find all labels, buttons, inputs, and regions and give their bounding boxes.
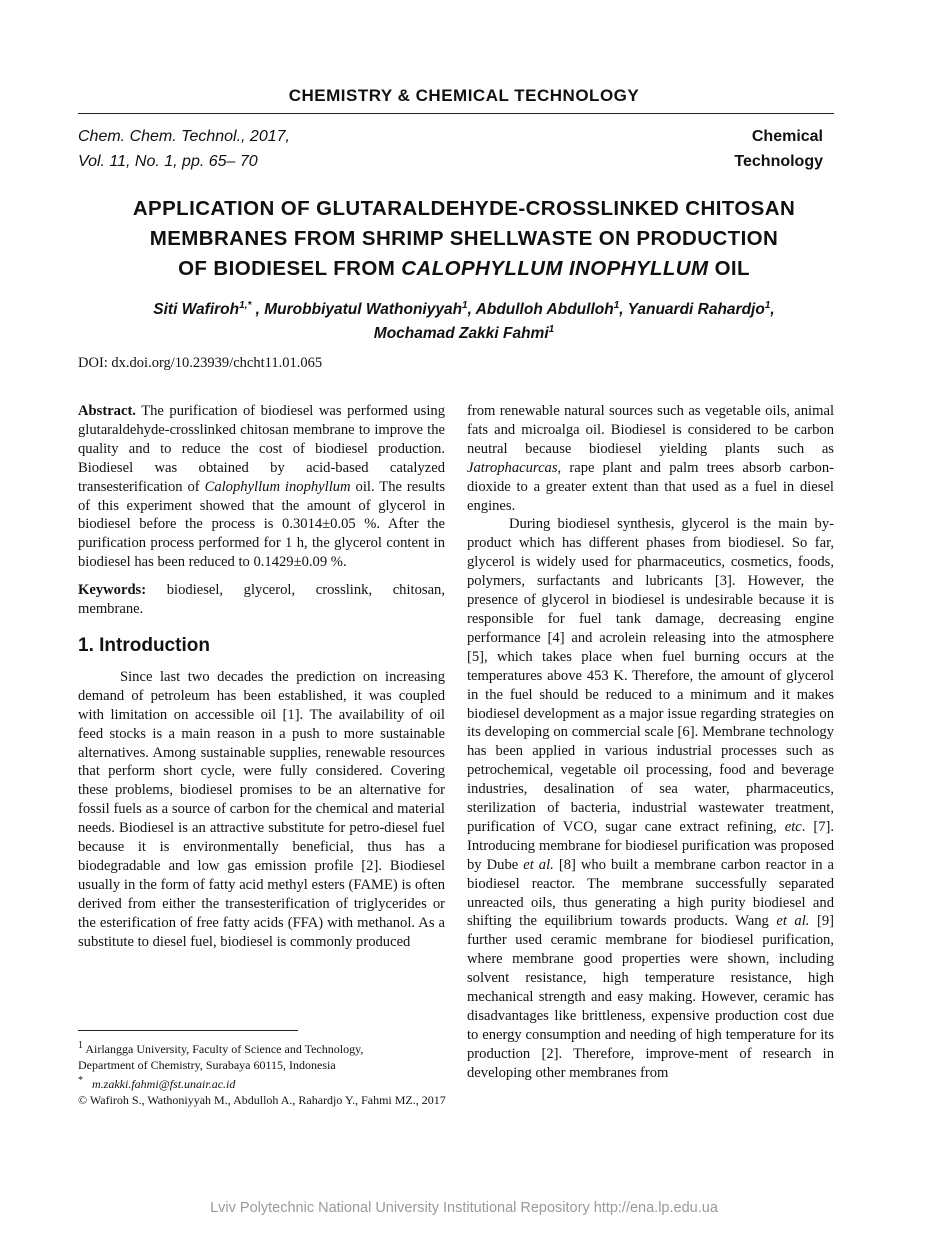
citation-line-2: Vol. 11, No. 1, pp. 65– 70 <box>78 153 258 170</box>
abstract-label: Abstract. <box>78 403 136 419</box>
intro-paragraph-1: Since last two decades the prediction on increasing demand of petroleum has been established, it was coupled with limitation on accessible oil [1]. The availability of oil feed stocks is a main reason in a push to more sustainable alternatives. Among sustainable supplies, renewable resources that perform short cycle, were fully considered. Covering these problems, biodiesel promises to be an alternative for fossil fuels as a source of carbon for the chemical and material needs. Biodiesel is an attractive substitute for petro-diesel fuel because it is environmentally beneficial, thus has a biodegradable and low gas emission profile [2]. Biodiesel usually in the form of fatty acid methyl esters (FAME) is often derived from either the transesterification of triglycerides or the esterification of free fatty acids (FFA) with methanol. As a substitute to diesel fuel, biodiesel is commonly produced <box>78 668 445 950</box>
intro-paragraph-2: During biodiesel synthesis, glycerol is the main by-product which has different phases from biodiesel. So far, glycerol is widely used for pharmaceutics, cosmetics, foods, polymers, surfactants and lubricants [3]. However, the presence of glycerol in biodiesel is undesirable because it is responsible for fuel tank damage, decreasing engine performance [4] and acrolein releasing into the atmosphere [5], which takes place when fuel burning occurs at the temperatures above 453 K. Therefore, the amount of glycerol in the fuel should be reduced to a minimum and it makes biodiesel development as a major issue regarding strategies on its developing on commercial scale [6]. Membrane technology has been applied in various industrial processes such as petrochemical, vegetable oil processing, food and beverage industries, desalination of sea water, pharmaceutics, sterilization of bacteria, industrial wastewater treatment, purification of VCO, sugar cane extract refining, etc. [7]. Introducing membrane for biodiesel purification was proposed by Dube et al. [8] who built a membrane carbon reactor in a biodiesel reactor. The membrane successfully separated unreacted oils, thus generating a high purity biodiesel and shifting the equilibrium towards products. Wang et al. [9] further used ceramic membrane for biodiesel purification, where membrane good properties were shown, including solvent resistance, high temperature resistance, high mechanical strength and easy making. However, ceramic has disadvantages like brittleness, expensive production cost due to energy consumption and needing of high temperature for its production [2]. Therefore, improve-ment of research in developing other membranes from <box>467 516 835 1081</box>
author-line-2: Mochamad Zakki Fahmi$^1$ <box>373 324 555 343</box>
category-line-1: Chemical <box>751 128 823 145</box>
doi-link[interactable]: DOI: dx.doi.org/10.23939/chcht11.01.065 <box>78 355 323 371</box>
citation-info <box>78 124 290 174</box>
repository-footer: Lviv Polytechnic National University Institutional Repository http://ena.lp.edu.ua <box>210 1200 718 1216</box>
footnotes <box>78 1038 448 1108</box>
author-name: Siti Wafiroh <box>153 301 240 319</box>
footnote-divider <box>78 1030 298 1031</box>
header-divider <box>78 113 834 114</box>
copyright-notice: © Wafiroh S., Wathoniyyah M., Abdulloh A., Rahardjo Y., Fahmi MZ., 2017 <box>78 1092 446 1107</box>
keywords-label: Keywords: <box>78 582 147 599</box>
title-line-3: OF BIODIESEL FROM CALOPHYLLUM INOPHYLLUM OIL <box>178 257 750 280</box>
intro-paragraph-1-continued: from renewable natural sources such as vegetable oils, animal fats and microalga oil. Biodiesel is considered to be carbon neutral because biodiesel yielding plants such as Jatrophacurcas, rape plant and palm trees absorb carbon-dioxide to a greater extent than that used as a fuel in diesel engines. <box>467 403 834 514</box>
author-name: Yanuardi Rahardjo <box>627 301 765 319</box>
email-link[interactable]: m.zakki.fahmi@fst.unair.ac.id <box>92 1077 236 1092</box>
citation-line-1: Chem. Chem. Technol., 2017, <box>78 128 290 145</box>
email-footnote: * m.zakki.fahmi@fst.unair.ac.id <box>78 1075 236 1092</box>
title-line-1: APPLICATION OF GLUTARALDEHYDE-CROSSLINKED CHITOSAN <box>132 197 796 220</box>
article-title <box>60 194 868 284</box>
author-name: Abdulloh Abdulloh <box>475 301 614 319</box>
title-line-2: MEMBRANES FROM SHRIMP SHELLWASTE ON PRODUCTION <box>149 227 779 250</box>
category-label <box>734 124 823 174</box>
author-list <box>60 296 868 344</box>
category-line-2: Technology <box>734 153 823 170</box>
right-column <box>467 402 834 1083</box>
affiliation-footnote: $^1$ Airlangga University, Faculty of Science and Technology, <box>78 1040 364 1056</box>
section-heading-introduction: 1. Introduction <box>78 634 210 656</box>
journal-header: CHEMISTRY & CHEMICAL TECHNOLOGY <box>288 86 640 105</box>
keywords: Keywords: biodiesel, glycerol, crosslink, chitosan, membrane. <box>78 582 445 618</box>
abstract: Abstract. The purification of biodiesel was performed using glutaraldehyde-crosslinked chitosan membrane to improve the quality and to reduce the cost of biodiesel production. Biodiesel was obtained by acid-based catalyzed transesterification of Calophyllum inophyllum oil. The results of this experiment showed that the amount of glycerol in biodiesel before the process is 0.3014±0.05 %. After the purification process performed for 1 h, the glycerol content in biodiesel has been reduced to 0.1429±0.09 %. <box>78 403 446 571</box>
author-name: Murobbiyatul Wathoniyyah <box>264 301 463 319</box>
left-column <box>78 402 445 951</box>
affiliation-footnote-line-2: Department of Chemistry, Surabaya 60115, Indonesia <box>78 1057 336 1072</box>
author-name: Mochamad Zakki Fahmi <box>373 325 549 343</box>
author-line-1: Siti Wafiroh$^{1,*}$ , Murobbiyatul Wathoniyyah$^1$, Abdulloh Abdulloh$^1$, Yanuardi Rahardjo$^1$, <box>153 300 775 319</box>
